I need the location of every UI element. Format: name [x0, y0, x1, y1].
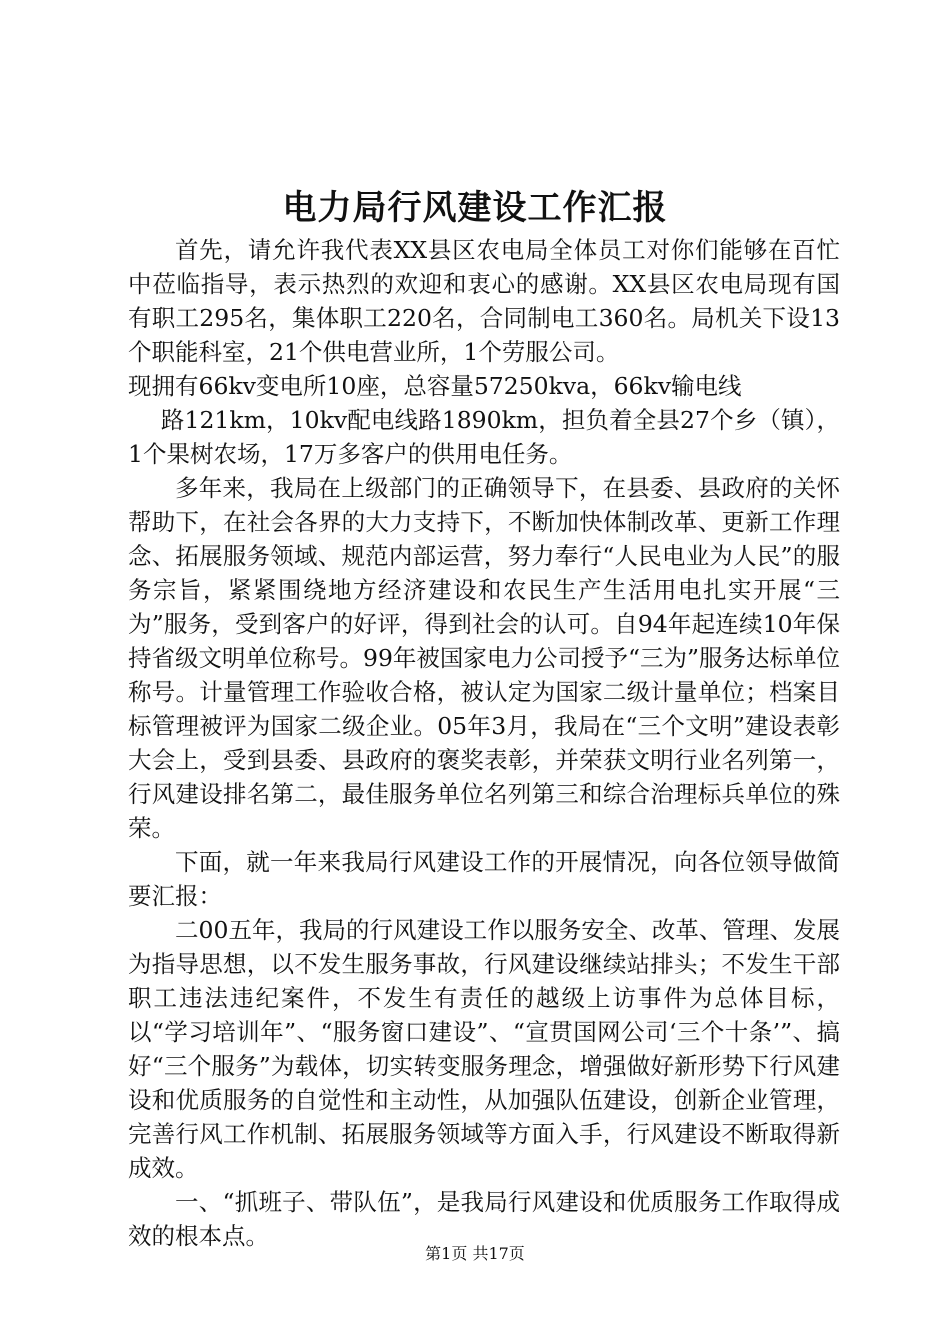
paragraph-2005-work: 二00五年，我局的行风建设工作以服务安全、改革、管理、发展为指导思想，以不发生服务事故，行风建设继续站排头；不发生干部职工违法违纪案件，不发生有责任的越级上访事件为总体目标，以“学习培训年”、“服务窗口建设”、“宣贯国网公司‘三个十条’”、搞好“三个服务”为载体，切实转变服务理念，增强做好新形势下行风建设和优质服务的自觉性和主动性，从加强队伍建设，创新企业管理，完善行风工作机制、拓展服务领域等方面入手，行风建设不断取得新成效。 [128, 916, 840, 1182]
paragraph-lines: 路121km，10kv配电线路1890km，担负着全县27个乡（镇），1个果树农场，17万多客户的供用电任务。 [128, 406, 840, 468]
paragraph-intro: 首先，请允许我代表XX县区农电局全体员工对你们能够在百忙中莅临指导，表示热烈的欢迎和衷心的感谢。XX县区农电局现有国有职工295名，集体职工220名，合同制电工360名。局机关下设13个职能科室，21个供电营业所，1个劳服公司。 [128, 236, 840, 366]
paragraph-report-intro: 下面，就一年来我局行风建设工作的开展情况，向各位领导做简要汇报： [128, 848, 840, 910]
paragraph-section-one: 一、“抓班子、带队伍”，是我局行风建设和优质服务工作取得成效的根本点。 [128, 1188, 840, 1250]
paragraph-history: 多年来，我局在上级部门的正确领导下，在县委、县政府的关怀帮助下，在社会各界的大力支持下，不断加快体制改革、更新工作理念、拓展服务领域、规范内部运营，努力奉行“人民电业为人民”的服务宗旨，紧紧围绕地方经济建设和农民生产生活用电扎实开展“三为”服务，受到客户的好评，得到社会的认可。自94年起连续10年保持省级文明单位称号。99年被国家电力公司授予“三为”服务达标单位称号。计量管理工作验收合格，被认定为国家二级计量单位；档案目标管理被评为国家二级企业。05年3月，我局在“三个文明”建设表彰大会上，受到县委、县政府的褒奖表彰，并荣获文明行业名列第一，行风建设排名第二，最佳服务单位名列第三和综合治理标兵单位的殊荣。 [128, 474, 840, 842]
paragraph-substations: 现拥有66kv变电所10座，总容量57250kva，66kv输电线 [128, 372, 742, 400]
page-number-footer: 第1页 共17页 [425, 1244, 525, 1263]
document-title: 电力局行风建设工作汇报 [282, 188, 668, 228]
document-body [128, 233, 840, 1253]
